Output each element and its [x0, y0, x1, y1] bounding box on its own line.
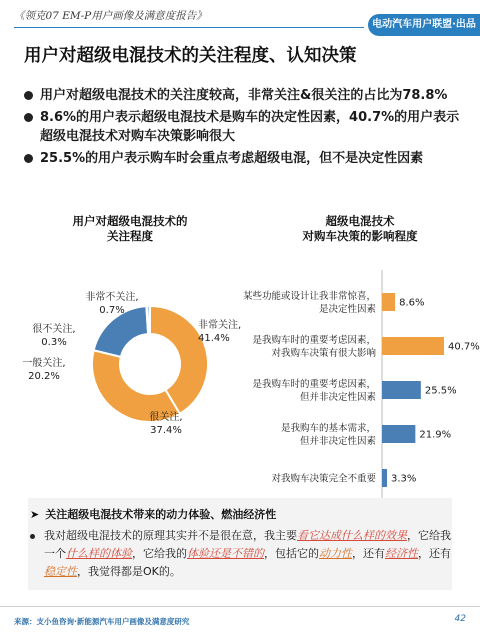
quote-text: ，它给我一个 — [44, 529, 451, 560]
pie-slice — [147, 306, 150, 334]
bar-category-label: 对我购车决策完全不重要 — [271, 473, 376, 485]
pie-label: 很关注, 37.4% — [149, 412, 183, 436]
quote-text: ，还有 — [352, 547, 385, 560]
pie-label: 非常不关注, 0.7% — [85, 292, 139, 316]
quote-text: ，还有 — [418, 547, 451, 560]
pie-chart-title: 用户对超级电混技术的 关注程度 — [72, 214, 188, 243]
bar-value-label: 21.9% — [419, 429, 452, 441]
quote-heading — [30, 506, 276, 522]
bar-value-label: 25.5% — [424, 385, 457, 397]
page-number: 42 — [454, 614, 466, 624]
quote-text: ，它给我的 — [132, 547, 187, 560]
pie-label: 非常关注, 41.4% — [198, 320, 242, 344]
bar-value-label: 3.3% — [391, 473, 417, 485]
quote-text: ，我觉得都是OK的。 — [77, 565, 181, 578]
bar — [382, 337, 444, 355]
quote-highlight: 稳定性 — [44, 565, 77, 578]
bullet-item: 8.6%的用户表示超级电混技术是购车的决定性因素，40.7%的用户表示超级电混技术对购车决策影响很大 — [24, 108, 464, 146]
page-title: 用户对超级电混技术的关注程度、认知决策 — [24, 46, 357, 66]
arrow-right-icon: ➤ — [30, 508, 40, 521]
bar-chart — [222, 270, 480, 510]
quote-highlight: 经济性 — [385, 547, 418, 560]
quote-text: 我对超级电混技术的原理其实并不是很在意，我主要 — [44, 529, 297, 542]
bullet-item: 用户对超级电混技术的关注度较高，非常关注&很关注的占比为78.8% — [24, 86, 464, 105]
pie-label: 一般关注, 20.2% — [22, 358, 66, 382]
bar-chart-title: 超级电混技术 对购车决策的影响程度 — [302, 214, 418, 243]
bar-category-label: 某些功能或设计让我非常惊喜，是决定性因素 — [242, 291, 376, 315]
bar-category-label: 是我购车的基本需求，但并非决定性因素 — [280, 423, 376, 447]
brand-tag: 电动汽车用户联盟·出品 — [368, 14, 480, 36]
bar-category-label: 是我购车时的重要考虑因素，但并非决定性因素 — [252, 379, 376, 403]
quote-highlight: 什么样的体验 — [66, 547, 132, 560]
source-note: 来源：支小鱼咨询·新能源汽车用户画像及满意度研究 — [14, 617, 190, 626]
quote-highlight: 看它达成什么样的效果 — [297, 529, 407, 542]
pie-label: 很不关注, 0.3% — [32, 324, 76, 348]
bullet-list — [24, 86, 464, 171]
quote-highlight: 动力性 — [319, 547, 352, 560]
quote-text: ，包括它的 — [264, 547, 319, 560]
quote-heading-text: 关注超级电混技术带来的动力体验、燃油经济性 — [45, 508, 277, 521]
report-title: 《领克07 EM-P用户画像及满意度报告》 — [14, 10, 207, 22]
bar-category-label: 是我购车时的重要考虑因素，对我购车决策有很大影响 — [252, 335, 376, 359]
footer-divider — [0, 606, 480, 607]
bar-value-label: 8.6% — [399, 297, 425, 309]
bar — [382, 381, 421, 399]
bar-value-label: 40.7% — [448, 341, 480, 353]
bar — [382, 469, 387, 487]
bar — [382, 293, 395, 311]
bullet-item: 25.5%的用户表示购车时会重点考虑超级电混，但不是决定性因素 — [24, 149, 464, 168]
header — [0, 0, 480, 34]
header-divider — [14, 27, 364, 28]
quote-highlight: 体验还是不错的 — [187, 547, 264, 560]
bar — [382, 425, 415, 443]
quote-body — [30, 527, 456, 581]
